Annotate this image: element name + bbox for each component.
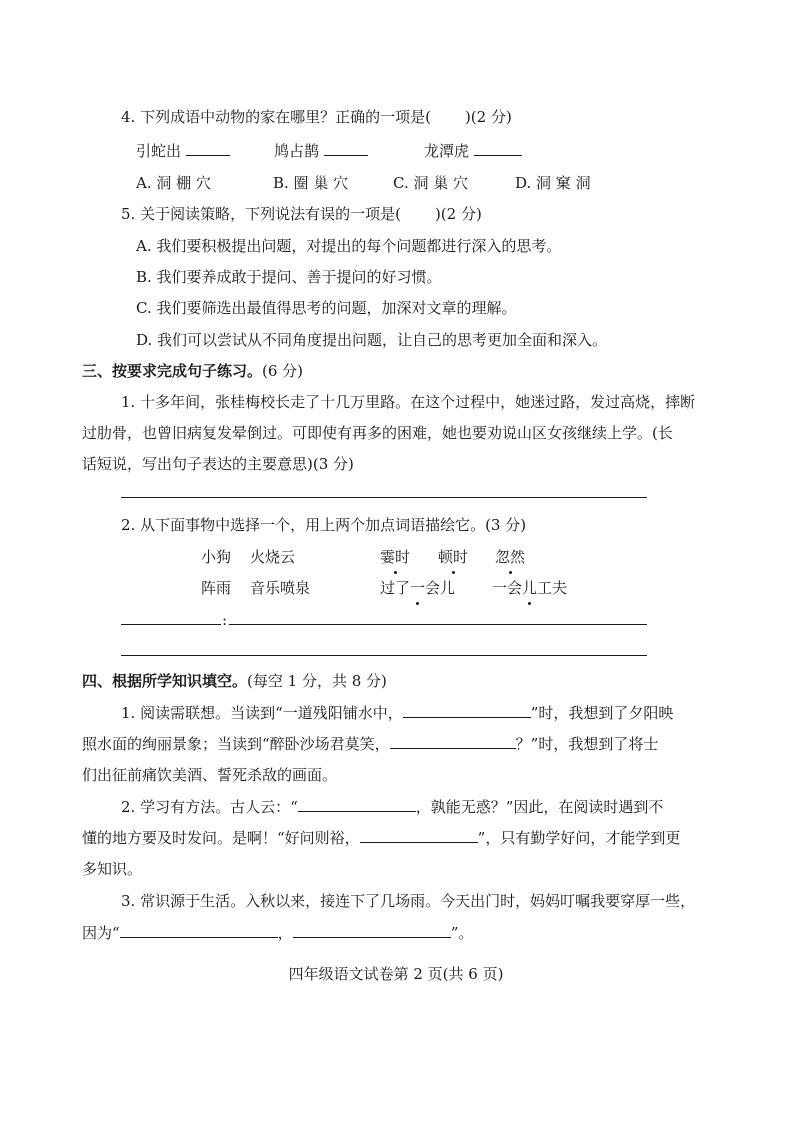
thing-puppy: 小狗 [201, 548, 232, 566]
q5-option-c: C. 我们要筛选出最值得思考的问题，加深对文章的理解。 [136, 299, 517, 317]
idiom-blank[interactable] [474, 141, 522, 156]
q4-option-d: D. 洞 窠 洞 [515, 174, 591, 192]
fill-blank[interactable] [360, 828, 478, 843]
page-footer: 四年级语文试卷第 2 页(共 6 页) [288, 965, 504, 983]
fill-blank[interactable] [298, 797, 416, 812]
s4-q1-line-1: 1. 阅读需联想。当读到“一道残阳铺水中， ”时，我想到了夕阳映 [121, 704, 674, 722]
dotted-word: 忽然 [495, 548, 526, 566]
thing-shower: 阵雨 [201, 579, 232, 597]
s3-q2-stem: 2. 从下面事物中选择一个，用上两个加点词语描绘它。(3 分) [121, 516, 527, 534]
s4-q2-line-1: 2. 学习有方法。古人云：“ ，孰能无惑？”因此，在阅读时遇到不 [121, 798, 664, 816]
dotted-word: 霎时 [380, 548, 411, 566]
q4-option-b: B. 圈 巢 穴 [273, 174, 349, 192]
s4-q1-line-2: 照水面的绚丽景象；当读到“醉卧沙场君莫笑， ？”时，我想到了将士 [82, 735, 659, 753]
s3-q1-line-1: 1. 十多年间，张桂梅校长走了十几万里路。在这个过程中，她迷过路，发过高烧，摔断 [121, 393, 696, 411]
fill-blank[interactable] [390, 734, 516, 749]
thing-music-fountain: 音乐喷泉 [250, 579, 311, 597]
dotted-word: 过了一会儿 [380, 579, 456, 597]
q4-idiom-1: 引蛇出 [136, 140, 230, 161]
thing-sunset-clouds: 火烧云 [250, 548, 296, 566]
s3-q2-answer-line-2[interactable] [121, 655, 647, 656]
q4-idiom-2: 鸠占鹊 [274, 140, 368, 161]
dotted-word: 顿时 [438, 548, 469, 566]
s3-q1-answer-line[interactable] [121, 497, 647, 498]
dotted-word: 一会儿工夫 [492, 579, 568, 597]
fill-blank[interactable] [403, 703, 531, 718]
s4-q2-line-3: 多知识。 [82, 860, 143, 878]
s4-q1-line-3: 们出征前痛饮美酒、誓死杀敌的画面。 [82, 766, 338, 784]
colon: : [222, 611, 228, 629]
idiom-blank[interactable] [324, 141, 368, 156]
s3-q2-answer-line[interactable] [229, 624, 647, 625]
s3-q1-line-2: 过肋骨，也曾旧病复发晕倒过。可即使有再多的困难，她也要劝说山区女孩继续上学。(长 [82, 424, 673, 442]
s4-q3-line-2: 因为“ ， ”。 [82, 924, 474, 942]
s3-q2-choice-line[interactable] [121, 624, 221, 625]
q4-idiom-3: 龙潭虎 [424, 140, 522, 161]
section-3-heading: 三、按要求完成句子练习。(6 分) [82, 362, 304, 380]
idiom-blank[interactable] [186, 141, 230, 156]
q4-option-c: C. 洞 巢 穴 [393, 174, 469, 192]
fill-blank[interactable] [293, 923, 451, 938]
q5-option-a: A. 我们要积极提出问题，对提出的每个问题都进行深入的思考。 [136, 237, 562, 255]
section-4-heading: 四、根据所学知识填空。(每空 1 分，共 8 分) [82, 672, 387, 690]
s4-q2-line-2: 懂的地方要及时发问。是啊！“好问则裕， ”，只有勤学好问，才能学到更 [82, 829, 681, 847]
fill-blank[interactable] [120, 923, 278, 938]
q5-option-d: D. 我们可以尝试从不同角度提出问题，让自己的思考更加全面和深入。 [136, 331, 608, 349]
q4-stem: 4. 下列成语中动物的家在哪里？正确的一项是( )(2 分) [121, 108, 512, 126]
q5-stem: 5. 关于阅读策略，下列说法有误的一项是( )(2 分) [121, 205, 482, 223]
q5-option-b: B. 我们要养成敢于提问、善于提问的好习惯。 [136, 268, 442, 286]
s4-q3-line-1: 3. 常识源于生活。入秋以来，接连下了几场雨。今天出门时，妈妈叮嘱我要穿厚一些， [121, 892, 696, 910]
s3-q1-line-3: 话短说，写出句子表达的主要意思)(3 分) [82, 455, 354, 473]
q4-option-a: A. 洞 棚 穴 [136, 174, 211, 192]
